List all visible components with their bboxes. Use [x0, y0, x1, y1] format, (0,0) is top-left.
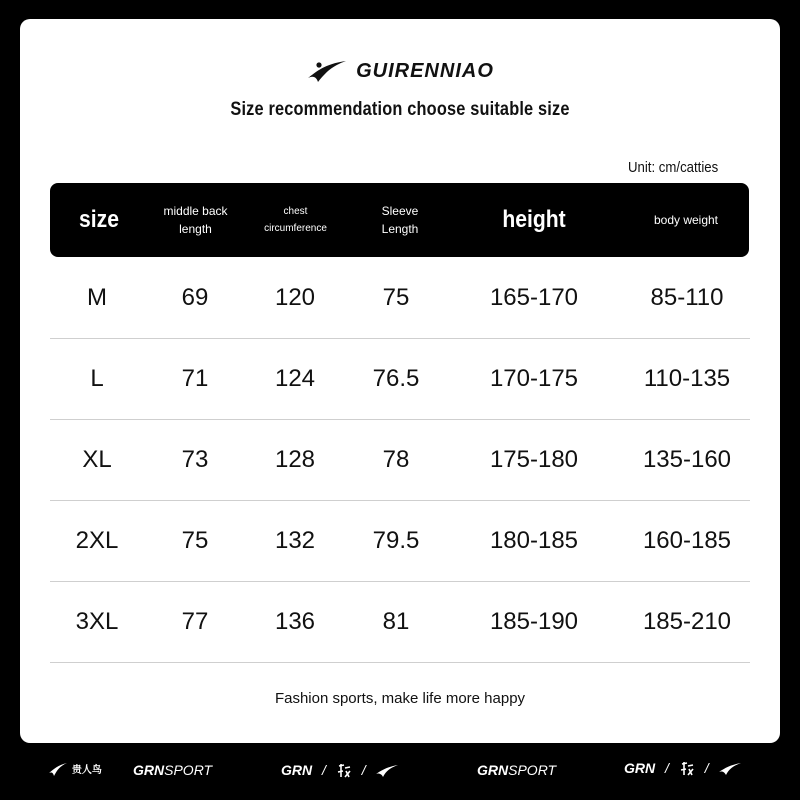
chest-cell: 132 — [274, 526, 316, 554]
separator: / — [665, 760, 669, 776]
height-cell: 165-170 — [489, 283, 579, 311]
bird-swoosh-icon — [718, 762, 742, 776]
separator: / — [361, 762, 366, 778]
height-cell: 185-190 — [489, 607, 579, 635]
bird-swoosh-icon — [48, 761, 68, 777]
grn-text: GRN — [477, 762, 509, 778]
bird-swoosh-icon — [375, 764, 399, 778]
chest-cell: 120 — [274, 283, 316, 311]
column-header-size: size — [79, 206, 119, 233]
brand-header — [0, 58, 800, 84]
grn-combo-logo — [624, 760, 742, 777]
sport-text: SPORT — [508, 762, 557, 778]
weight-cell: 110-135 — [643, 364, 731, 392]
table-row — [50, 581, 750, 663]
grn-combo-logo — [281, 762, 399, 779]
table-row — [50, 419, 750, 501]
page-subtitle: Size recommendation choose suitable size — [230, 99, 570, 120]
height-cell: 175-180 — [489, 445, 579, 473]
size-cell: L — [90, 364, 104, 392]
unit-label: Unit: cm/catties — [628, 159, 719, 176]
footer-slogan: Fashion sports, make life more happy — [274, 690, 526, 707]
calligraphy-mark-icon — [679, 761, 695, 777]
column-header-back-length: middle back length — [163, 204, 228, 236]
size-cell: 3XL — [75, 607, 119, 635]
chest-cell: 128 — [274, 445, 316, 473]
size-cell: 2XL — [75, 526, 119, 554]
grn-sport-logo — [477, 762, 556, 778]
column-header-sleeve: Sleeve Length — [381, 204, 419, 236]
sleeve-cell: 78 — [382, 445, 410, 473]
grn-text: GRN — [624, 760, 656, 776]
grn-text: GRN — [281, 762, 313, 778]
table-header — [50, 183, 749, 257]
sleeve-cell: 81 — [382, 607, 410, 635]
weight-cell: 85-110 — [650, 283, 724, 311]
column-header-chest: chest circumference — [264, 206, 327, 234]
guirenniao-cn-logo — [48, 760, 102, 777]
sleeve-cell: 79.5 — [372, 526, 420, 554]
weight-cell: 135-160 — [642, 445, 732, 473]
grn-text: GRN — [133, 762, 165, 778]
grn-sport-logo — [133, 762, 212, 778]
table-row — [50, 257, 750, 339]
sleeve-cell: 75 — [382, 283, 410, 311]
height-cell: 170-175 — [489, 364, 579, 392]
column-header-height: height — [502, 206, 566, 233]
back-length-cell: 71 — [181, 364, 209, 392]
weight-cell: 185-210 — [642, 607, 732, 635]
size-cell: M — [87, 283, 107, 311]
sport-text: SPORT — [164, 762, 213, 778]
table-row — [50, 500, 750, 582]
separator: / — [704, 760, 709, 776]
height-cell: 180-185 — [489, 526, 579, 554]
separator: / — [322, 762, 326, 778]
back-length-cell: 73 — [181, 445, 209, 473]
calligraphy-mark-icon — [336, 763, 352, 779]
back-length-cell: 75 — [181, 526, 209, 554]
bird-swoosh-icon — [306, 58, 348, 84]
back-length-cell: 69 — [181, 283, 209, 311]
table-row — [50, 338, 750, 420]
column-header-weight: body weight — [653, 213, 719, 227]
chest-cell: 136 — [274, 607, 316, 635]
weight-cell: 160-185 — [642, 526, 732, 554]
size-cell: XL — [82, 445, 112, 473]
sleeve-cell: 76.5 — [372, 364, 420, 392]
cn-logo-text: 贵人鸟 — [71, 765, 102, 776]
chest-cell: 124 — [274, 364, 316, 392]
brand-name: GUIRENNIAO — [356, 59, 494, 82]
back-length-cell: 77 — [181, 607, 209, 635]
